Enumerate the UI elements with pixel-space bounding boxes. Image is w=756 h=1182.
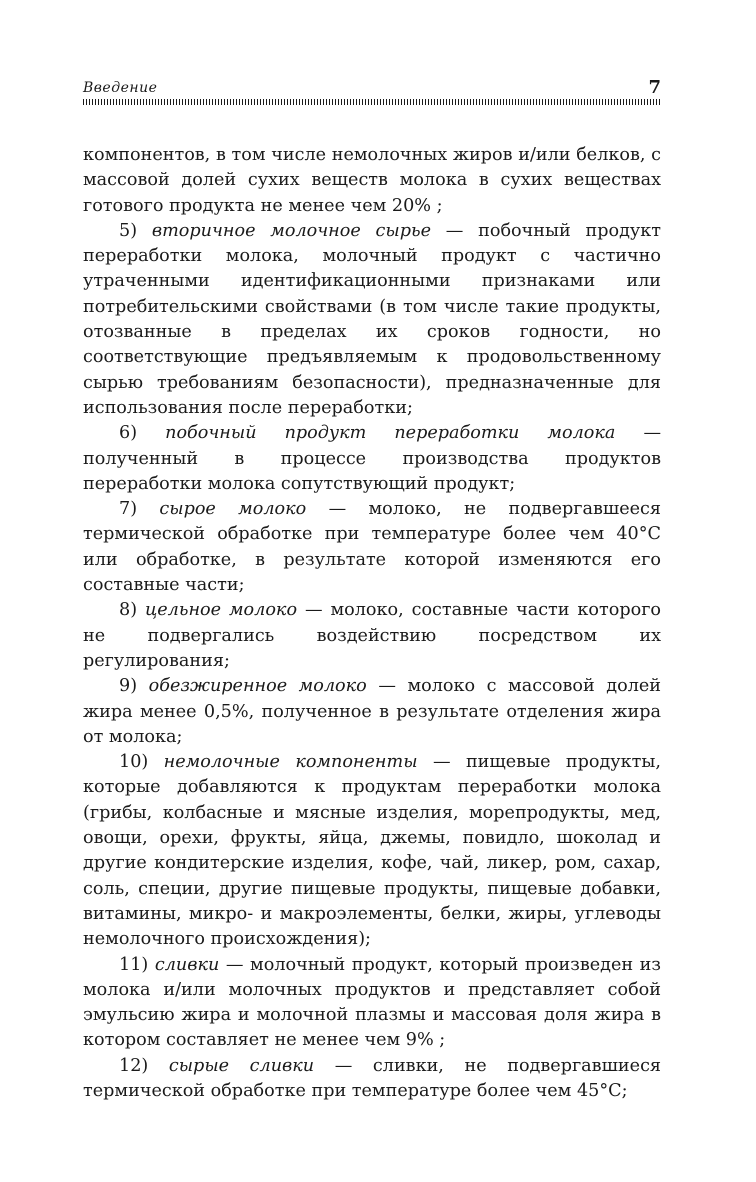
item-number: 7) (119, 499, 138, 520)
item-term: сырые сливки (168, 1055, 315, 1076)
item-text: — побочный продукт переработки молока, молочный продукт с частично утраченными идентификационными признаками или потребительскими свойствами (в том числе такие продукты, отозванные в пределах их сроков годности, но соответствующие предъявляемым к продовольственному сырью требованиям безопасности), предназначенные для использования после переработки; (83, 220, 662, 418)
running-header (83, 78, 661, 98)
definition-item-11 (83, 953, 661, 1054)
definition-item-12 (83, 1054, 661, 1105)
paragraph-continuation (83, 143, 661, 219)
item-text: — молочный продукт, который произведен из молока и/или молочных продуктов и представляет собой эмульсию жира и молочной плазмы и массовая доля жира в котором составляет не менее чем 9% ; (83, 954, 661, 1051)
definition-item-5 (83, 219, 661, 421)
definition-item-9 (83, 674, 661, 750)
item-term: цельное молоко (144, 600, 298, 621)
definition-item-8 (83, 598, 661, 674)
item-number: 9) (119, 676, 138, 697)
item-number: 11) (119, 954, 149, 975)
body-text (83, 143, 661, 1104)
item-number: 5) (119, 220, 138, 241)
page-number: 7 (648, 77, 661, 98)
item-number: 10) (119, 752, 149, 773)
item-term: сливки (154, 954, 220, 975)
item-text: — молоко с массовой долей жира менее 0,5%, полученное в результате отделения жира от молока; (83, 676, 662, 747)
item-term: сырое молоко (159, 499, 307, 520)
definition-item-7 (83, 497, 661, 598)
item-text: — пищевые продукты, которые добавляются к продуктам переработки молока (грибы, колбасные и мясные изделия, морепродукты, мед, овощи, орехи, фрукты, яйца, джемы, повидло, шоколад и другие кондитерские изделия, кофе, чай, ликер, ром, сахар, соль, специи, другие пищевые продукты, пищевые добавки, витамины, микро- и макроэлементы, белки, жиры, углеводы немолочного происхождения); (83, 752, 661, 950)
item-term: вторичное молочное сырье (151, 220, 431, 241)
item-number: 6) (119, 423, 138, 444)
item-text: — молоко, не подвергавшееся термической обработке при температуре более чем 40°С или обработке, в результате которой изменяются его составные части; (83, 499, 661, 596)
item-text: — полученный в процессе производства продуктов переработки молока сопутствующий продукт; (83, 423, 662, 494)
definition-item-10 (83, 750, 661, 952)
running-title: Введение (83, 80, 158, 96)
item-text: — молоко, составные части которого не подвергались воздействию посредством их регулирования; (83, 600, 662, 671)
item-number: 8) (119, 600, 138, 621)
item-term: обезжиренное молоко (148, 676, 367, 697)
item-text: — сливки, не подвергавшиеся термической обработке при температуре более чем 45°С; (83, 1055, 662, 1101)
item-term: немолочные компоненты (163, 752, 418, 773)
item-number: 12) (119, 1055, 149, 1076)
header-rule (83, 99, 661, 105)
definition-item-6 (83, 421, 661, 497)
item-term: побочный продукт переработки молока (165, 423, 616, 444)
paragraph-text: компонентов, в том числе немолочных жиров и/или белков, с массовой долей сухих веществ молока в сухих веществах готового продукта не менее чем 20% ; (83, 145, 661, 216)
